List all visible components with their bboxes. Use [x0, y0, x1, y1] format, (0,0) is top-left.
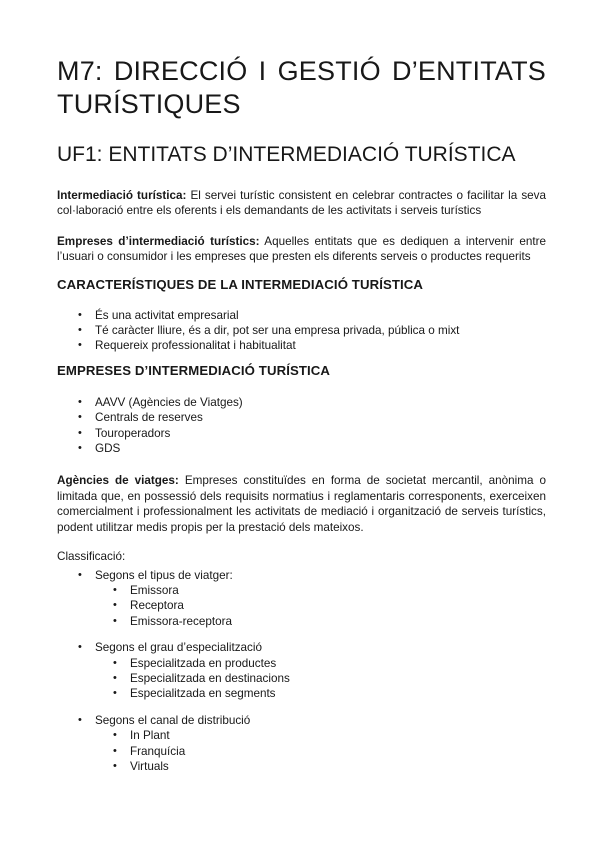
list-item-text: Emissora-receptora — [130, 614, 232, 628]
list-item — [112, 759, 546, 774]
group-sublist — [95, 728, 546, 774]
list-item-text: Especialitzada en destinacions — [130, 671, 290, 685]
list-item — [112, 583, 546, 598]
classification-group-distribucio — [77, 713, 546, 775]
empreses-list — [57, 395, 546, 457]
classification-group-especialitzacio — [77, 640, 546, 702]
heading-caracteristiques: CARACTERÍSTIQUES DE LA INTERMEDIACIÓ TURÍSTICA — [57, 276, 424, 292]
list-item — [77, 395, 546, 410]
list-item — [112, 614, 546, 629]
list-item-text: AAVV (Agències de Viatges) — [95, 395, 243, 409]
unit-title: UF1: ENTITATS D’INTERMEDIACIÓ TURÍSTICA — [57, 143, 516, 166]
term-empreses-label: Empreses d’intermediació turístics: — [57, 234, 260, 248]
list-item-text: Centrals de reserves — [95, 411, 203, 425]
list-item-text: Té caràcter lliure, és a dir, pot ser una empresa privada, pública o mixt — [95, 324, 460, 338]
list-item-text: Virtuals — [130, 759, 169, 773]
list-item — [77, 410, 546, 425]
list-item-text: Especialitzada en segments — [130, 687, 276, 701]
list-item-text: És una activitat empresarial — [95, 308, 239, 322]
list-item — [112, 728, 546, 743]
heading-empreses-intermediacio: EMPRESES D’INTERMEDIACIÓ TURÍSTICA — [57, 362, 331, 378]
group-sublist — [95, 656, 546, 702]
term-agencies-text: Empreses constituïdes en forma de societat mercantil, anònima o limitada que, en possessió dels requisits normatius i reglamentaris corresponents, exerceixen comercialment i professionalment les activitats de mediació i organització de serveis turístics, podent utilitzar medis propis per la prestació dels mateixos. — [57, 474, 546, 534]
term-intermediacio-label: Intermediació turística: — [57, 189, 187, 202]
list-item — [77, 426, 546, 441]
group-title: Segons el tipus de viatger: — [95, 568, 233, 582]
classification-intro: Classificació: — [57, 550, 126, 564]
group-sublist — [95, 583, 546, 629]
term-intermediacio-text: El servei turístic consistent en celebrar contractes o facilitar la seva col·laboració entre els oferents i els demandants de les activitats i serveis turístics — [57, 189, 547, 218]
list-item-text: Requereix professionalitat i habitualitat — [95, 339, 296, 353]
list-item — [112, 671, 546, 686]
group-title: Segons el canal de distribució — [95, 713, 251, 727]
paragraph-empreses — [57, 234, 546, 265]
list-item — [112, 744, 546, 759]
page-title: M7: DIRECCIÓ I GESTIÓ D’ENTITATS TURÍSTIQUES — [57, 56, 546, 119]
list-item — [77, 441, 546, 456]
paragraph-agencies — [57, 473, 546, 535]
list-item — [112, 598, 546, 613]
group-title: Segons el grau d’especialització — [95, 641, 262, 655]
classification-group-viatger — [77, 568, 546, 630]
list-item-text: Touroperadors — [95, 426, 171, 440]
list-item — [77, 338, 546, 353]
list-item — [112, 656, 546, 671]
list-item-text: Receptora — [130, 599, 184, 613]
list-item — [77, 308, 546, 323]
term-agencies-label: Agències de viatges: — [57, 474, 179, 488]
list-item-text: GDS — [95, 442, 121, 456]
list-item-text: Especialitzada en productes — [130, 656, 277, 670]
caracteristiques-list — [57, 308, 546, 354]
paragraph-intermediacio — [57, 188, 546, 219]
term-empreses-text: Aquelles entitats que es dediquen a intervenir entre l’usuari o consumidor i les empreses que presten els diferents serveis o productes requerits — [57, 234, 546, 264]
list-item — [112, 686, 546, 701]
list-item-text: Franquícia — [130, 744, 186, 758]
classification-list — [57, 568, 546, 775]
list-item-text: Emissora — [130, 583, 179, 597]
list-item-text: In Plant — [130, 729, 170, 743]
list-item — [77, 323, 546, 338]
